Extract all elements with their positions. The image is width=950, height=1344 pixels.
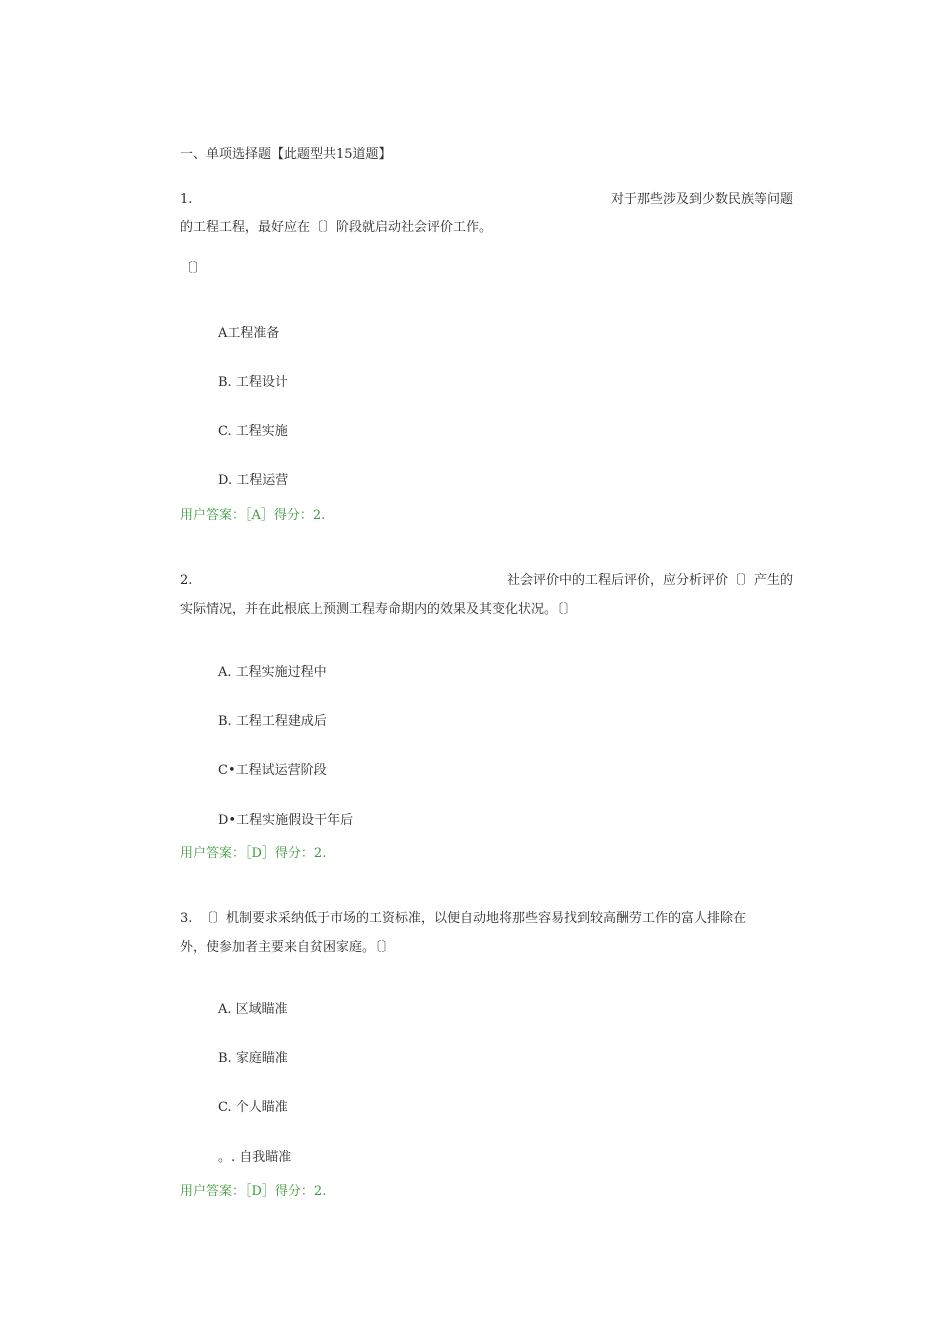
option-d[interactable]: D•工程实施假设干年后 [218,813,354,828]
question-number: 3. [180,911,193,926]
option-c[interactable]: C. 工程实施 [218,424,288,439]
option-a[interactable]: A. 工程实施过程中 [218,665,327,680]
option-a[interactable]: A工程准备 [218,326,280,341]
question-text-line1: 社会评价中的工程后评价，应分析评价〔〕产生的 [506,573,793,588]
question-number: 1. [180,192,193,207]
option-b[interactable]: B. 家庭瞄准 [218,1051,288,1066]
question-text-line2: 的工程工程，最好应在〔〕阶段就启动社会评价工作。 [180,220,493,235]
option-d[interactable]: D. 工程运营 [218,473,289,488]
option-d[interactable]: 。. 自我瞄准 [218,1150,292,1165]
section-title: 一、单项选择题【此题型共15道题】 [180,147,392,162]
question-text-line1: 对于那些涉及到少数民族等问题 [610,192,793,207]
option-c[interactable]: C•工程试运营阶段 [218,763,327,778]
question-blank: 〔〕 [180,261,207,276]
option-a[interactable]: A. 区域瞄准 [218,1002,288,1017]
question-text-line1: 〔〕机制要求采纳低于市场的工资标准，以便自动地将那些容易找到较高酬劳工作的富人排除在 [200,911,747,926]
question-text-line2: 外，使参加者主要来自贫困家庭。〔〕 [180,940,395,955]
user-answer: 用户答案：［D］得分：2. [180,1184,327,1199]
option-b[interactable]: B. 工程设计 [218,375,288,390]
option-c[interactable]: C. 个人瞄准 [218,1100,288,1115]
user-answer: 用户答案：［D］得分：2. [180,846,327,861]
user-answer: 用户答案：［A］得分：2. [180,508,326,523]
question-number: 2. [180,573,193,588]
question-text-line2: 实际情况，并在此根底上预测工程寿命期内的效果及其变化状况。〔〕 [180,602,577,617]
option-b[interactable]: B. 工程工程建成后 [218,714,327,729]
